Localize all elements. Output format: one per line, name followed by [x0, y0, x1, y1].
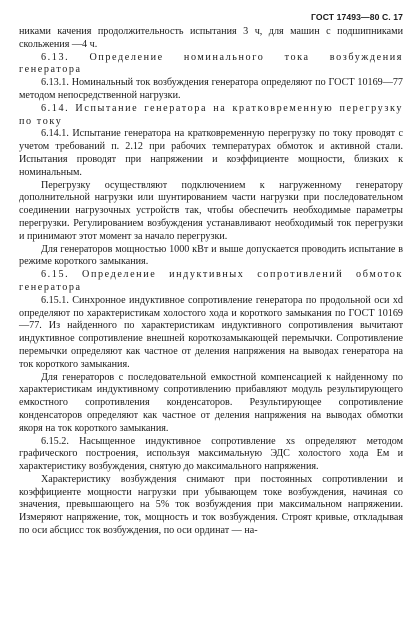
paragraph-6-13-1: 6.13.1. Номинальный ток возбуждения генератора определяют по ГОСТ 10169—77 методом непосредственной нагрузки.	[19, 77, 403, 101]
document-body	[19, 26, 403, 538]
running-header: ГОСТ 17493—80 С. 17	[311, 12, 403, 22]
section-heading-6-13: 6.13. Определение номинального тока возбуждения генератора	[19, 51, 403, 76]
paragraph-capacitors: Для генераторов с последовательной емкостной компенсацией к найденному по характеристикам индуктивному сопротивлению прибавляют модуль результирующего емкостного сопротивления конденсаторов. Результирующее сопротивление конденсаторов определяют как частное от деления напряжения на выводах обмотки якоря на ток короткого замыкания.	[19, 371, 403, 434]
paragraph-excitation: Характеристику возбуждения снимают при постоянных сопротивлении и коэффициенте мощности нагрузки при убывающем токе возбуждения, начиная со значения, превышающего на 5% ток возбуждения при максимальном напряжении. Измеряют напряжение, ток, мощность и ток возбуждения. Строят кривые, откладывая по оси абсцисс ток возбуждения, по оси ординат — на-	[19, 473, 403, 537]
paragraph-6-14-1: 6.14.1. Испытание генератора на кратковременную перегрузку по току проводят с учетом требований п. 2.12 при рабочих температурах обмоток и активной стали. Испытания проводят при напряжении и коэффициенте мощности, близких к номинальным.	[19, 128, 403, 178]
section-heading-6-14: 6.14. Испытание генератора на кратковременную перегрузку по току	[19, 102, 403, 127]
paragraph-continuation: никами качения продолжительность испытания 3 ч, для машин с подшипниками скольжения —4 ч.	[19, 26, 403, 50]
paragraph-overload: Перегрузку осуществляют подключением к нагруженному генератору дополнительной нагрузки или шунтированием части нагрузки при последовательном соединении нагрузочных устройств так, чтобы обеспечить необходимые параметры перегрузки. Регулированием возбуждения устанавливают необходимый ток перегрузки и принимают этот момент за начало перегрузки.	[19, 179, 403, 242]
section-heading-6-15: 6.15. Определение индуктивных сопротивлений обмоток генератора	[19, 269, 403, 293]
paragraph-1000kw: Для генераторов мощностью 1000 кВт и выше допускается проводить испытание в режиме короткого замыкания.	[19, 243, 403, 268]
paragraph-6-15-2: 6.15.2. Насыщенное индуктивное сопротивление xs определяют методом графического построения, используя максимальную ЭДС холостого хода Eм и характеристику возбуждения, снятую до максимального напряжения.	[19, 435, 403, 473]
paragraph-6-15-1: 6.15.1. Синхронное индуктивное сопротивление генератора по продольной оси xd определяют по характеристикам холостого хода и короткого замыкания по ГОСТ 10169—77. Из найденного по характеристикам индуктивного сопротивления вычитают индуктивное сопротивление внешней короткозамыкающей перемычки. Сопротивление перемычки определяют как частное от деления напряжения на выводах генератора на ток короткого замыкания.	[19, 294, 403, 370]
